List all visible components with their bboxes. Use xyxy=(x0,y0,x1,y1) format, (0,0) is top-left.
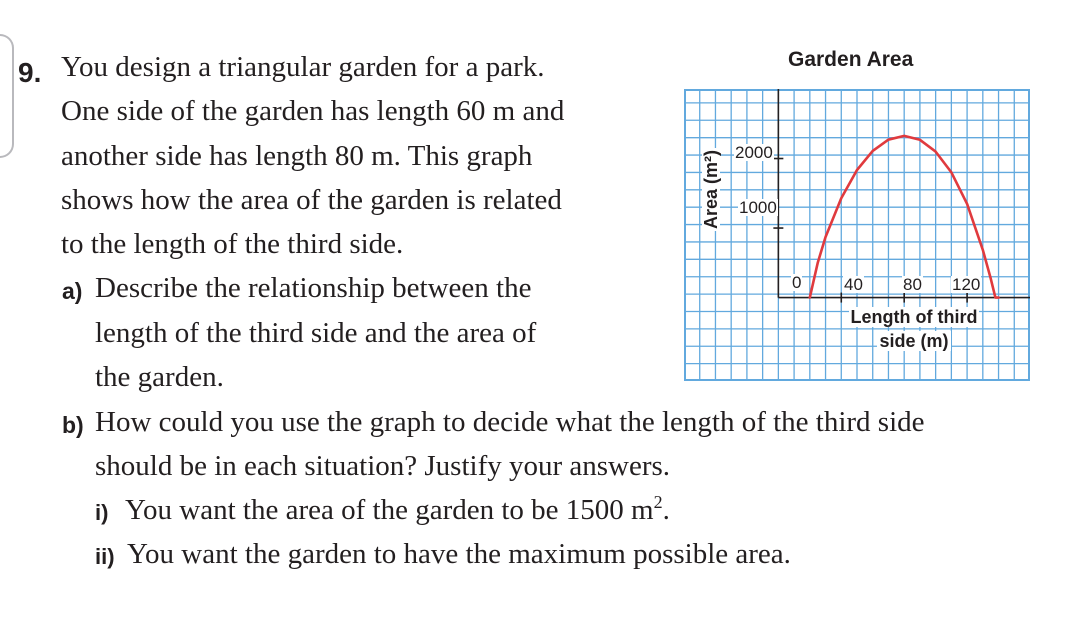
part-b-line-2: should be in each situation? Justify your answers. xyxy=(95,450,671,482)
question-line-4: shows how the area of the garden is related xyxy=(61,184,562,216)
page-edge-mark xyxy=(0,34,14,158)
sub-ii-label: ii) xyxy=(95,544,115,569)
question-line-2: One side of the garden has length 60 m and xyxy=(61,95,565,127)
y-tick-label: 1000 xyxy=(739,198,777,217)
y-tick-label: 2000 xyxy=(735,143,773,162)
sub-i-label: i) xyxy=(95,500,109,525)
chart-title: Garden Area xyxy=(788,48,914,71)
question-number: 9. xyxy=(18,57,42,88)
y-axis-label: Area (m²) xyxy=(701,149,721,229)
x-axis-label: Length of third side (m) xyxy=(850,307,978,351)
x-tick-label: 40 xyxy=(844,275,863,294)
x-tick-label: 80 xyxy=(903,275,922,294)
part-b-label: b) xyxy=(62,412,84,438)
part-a-label: a) xyxy=(62,278,83,304)
question-line-1: You design a triangular garden for a park. xyxy=(61,51,545,83)
question-line-5: to the length of the third side. xyxy=(61,228,404,260)
part-a-line-2: length of the third side and the area of xyxy=(95,317,537,349)
part-a-line-1: Describe the relationship between the xyxy=(95,272,532,304)
part-a-line-3: the garden. xyxy=(95,361,224,393)
garden-area-graph xyxy=(684,89,1030,381)
part-b-line-1: How could you use the graph to decide what the length of the third side xyxy=(95,406,925,438)
question-line-3: another side has length 80 m. This graph xyxy=(61,140,533,172)
sub-ii-text: You want the garden to have the maximum possible area. xyxy=(127,538,791,570)
sub-i-text: You want the area of the garden to be 1500 $m^2$. xyxy=(125,491,670,526)
x-tick-label: 120 xyxy=(952,275,981,294)
origin-label: 0 xyxy=(792,273,802,292)
